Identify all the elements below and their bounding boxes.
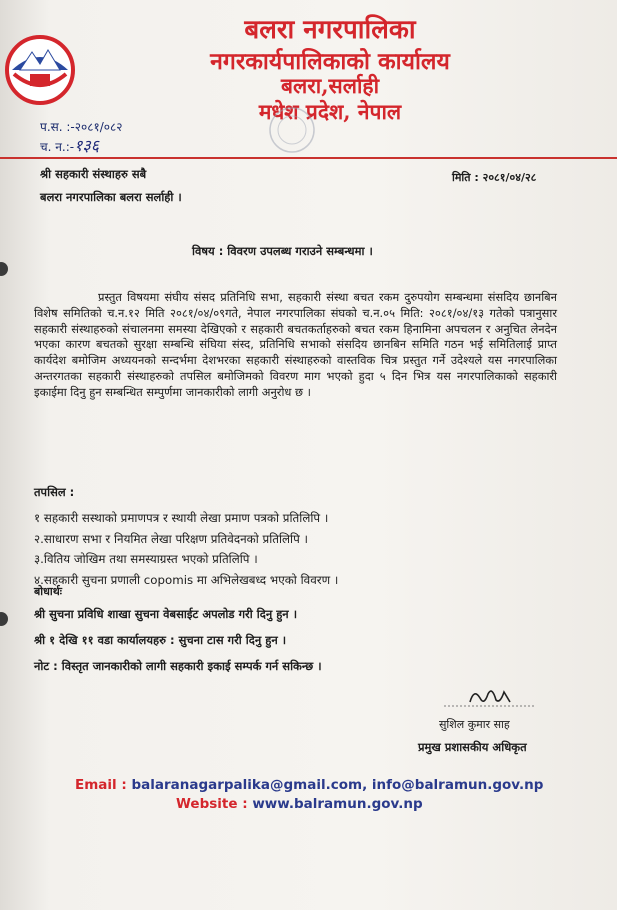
letterhead-municipality-name: बलरा नगरपालिका bbox=[244, 15, 416, 45]
footer-email bbox=[75, 777, 543, 793]
signatory-name: सुशिल कुमार साह bbox=[439, 718, 510, 731]
website-link[interactable]: www.balramun.gov.np bbox=[252, 796, 423, 812]
details-heading: तपसिल : bbox=[34, 485, 75, 499]
list-item: १ सहकारी सस्थाको प्रमाणपत्र र स्थायी लेखा प्रमाण पत्रको प्रतिलिपि । bbox=[34, 511, 329, 525]
letterhead-province: मधेश प्रदेश, नेपाल bbox=[258, 99, 402, 124]
punch-hole bbox=[0, 262, 8, 276]
signatory-designation: प्रमुख प्रशासकीय अधिकृत bbox=[418, 740, 527, 754]
recipient-line-2: बलरा नगरपालिका बलरा सर्लाही । bbox=[40, 190, 182, 204]
letter-subject: विषय : विवरण उपलब्ध गराउने सम्बन्धमा । bbox=[192, 244, 373, 258]
cc-item: श्री सुचना प्रविधि शाखा सुचना वेबसाईट अपलोड गरी दिनु हुन । bbox=[34, 607, 298, 621]
handwritten-signature bbox=[440, 684, 540, 712]
website-label: Website : bbox=[176, 796, 253, 812]
dispatch-number bbox=[40, 134, 99, 156]
note-line: नोट : विस्तृत जानकारीको लागी सहकारी इकाई सम्पर्क गर्न सकिन्छ । bbox=[34, 659, 322, 673]
details-list bbox=[34, 508, 338, 590]
footer-website bbox=[176, 796, 423, 812]
municipality-emblem-icon bbox=[0, 30, 82, 110]
letter-reference-number: प.स. :-२०८१/०८२ bbox=[40, 120, 123, 134]
recipient-line-1: श्री सहकारी संस्थाहरु सबै bbox=[40, 167, 147, 181]
email-link[interactable]: balaranagarpalika@gmail.com, info@balramun.gov.np bbox=[131, 777, 544, 793]
letterhead-office-name: नगरकार्यपालिकाको कार्यालय bbox=[210, 48, 450, 75]
letter-date: मिति : २०८१/०४/२८ bbox=[452, 171, 537, 184]
dispatch-number-value: १३६ bbox=[74, 136, 100, 155]
letterhead-divider bbox=[0, 157, 617, 159]
email-label: Email : bbox=[75, 777, 132, 793]
letter-body-text: प्रस्तुत विषयमा संघीय संसद प्रतिनिधि सभा, सहकारी संस्था बचत रकम दुरुपयोग सम्बन्धमा संसदिय छानबिन विशेष समितिको च.न.१२ मिति २०८१/०४/०९गते, नेपाल नगरपालिका संघको च.न.०५ मिति: २०८१/०४/१३ गतेको पत्रानुसार सहकारी संस्थाहरुको संचालनमा समस्या देखिएको र सहकारी बचतकर्ताहरुको बचत रकम हिनामिना अपचलन र अनुचित लेनदेन भएका कारण बचतको सुरक्षा सम्बन्धि संघिया संस्द, प्रतिनिधि सभाको संसदिय छानबिन समिति गठन भई समितिलाई प्राप्त कार्यदेश बमोजिम अध्ययनको सन्दर्भमा देशभरका सहकारी संस्थाहरुको वास्तविक चित्र प्रस्तुत गर्ने उदेश्यले यस नगरपालिका अन्तरगतका सहकारी संस्थाहरुको तपसिल बमोजिमको विवरण माग भएको हुदा ५ दिन भित्र यस नगरपालिकाको सहकारी इकाईमा दिनु हुन सम्बन्धित सम्पुर्णमा जानकारीको लागी अनुरोध छ । bbox=[34, 290, 557, 399]
list-item: ४.सहकारी सुचना प्रणाली copomis मा अभिलेखबध्द भएको विवरण । bbox=[34, 572, 339, 587]
round-seal-stamp bbox=[252, 105, 332, 155]
dispatch-number-label: च. न.:- bbox=[40, 140, 75, 154]
cc-heading: बोधार्थः bbox=[34, 585, 62, 598]
list-item: २.साधारण सभा र नियमित लेखा परिक्षण प्रतिवेदनको प्रतिलिपि । bbox=[34, 531, 309, 546]
cc-item: श्री १ देखि ११ वडा कार्यालयहरु : सुचना टास गरी दिनु हुन । bbox=[34, 633, 287, 647]
list-item: ३.वितिय जोखिम तथा समस्याग्रस्त भएको प्रतिलिपि । bbox=[34, 552, 258, 566]
letter-body bbox=[34, 290, 557, 401]
punch-hole bbox=[0, 612, 8, 626]
letterhead-location: बलरा,सर्लाही bbox=[280, 73, 380, 98]
